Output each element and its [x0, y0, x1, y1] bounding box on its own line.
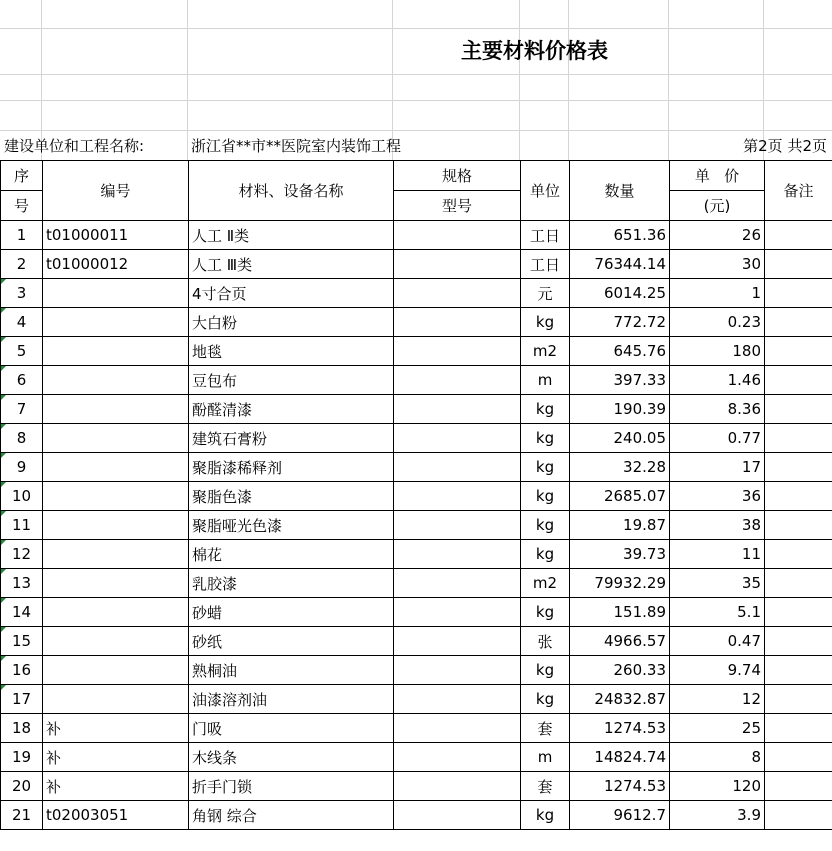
cell-material-name[interactable]: 人工 Ⅲ类: [189, 250, 394, 279]
cell-spec[interactable]: [394, 511, 521, 540]
cell-code[interactable]: [43, 482, 189, 511]
cell-spec[interactable]: [394, 453, 521, 482]
cell-code[interactable]: [43, 337, 189, 366]
cell-code[interactable]: [43, 656, 189, 685]
cell-unit-price[interactable]: 9.74: [670, 656, 765, 685]
table-row: [1, 714, 832, 743]
cell-quantity[interactable]: 76344.14: [570, 250, 670, 279]
cell-material-name[interactable]: 建筑石膏粉: [189, 424, 394, 453]
header-price-top[interactable]: 单 价: [670, 161, 765, 191]
cell-unit-price[interactable]: 11: [670, 540, 765, 569]
table-row: [1, 337, 832, 366]
cell-quantity[interactable]: 240.05: [570, 424, 670, 453]
header-unit[interactable]: 单位: [521, 161, 570, 221]
cell-quantity[interactable]: 9612.7: [570, 801, 670, 830]
cell-material-name[interactable]: 木线条: [189, 743, 394, 772]
cell-unit[interactable]: kg: [521, 598, 570, 627]
cell-code[interactable]: t02003051: [43, 801, 189, 830]
cell-material-name[interactable]: 大白粉: [189, 308, 394, 337]
cell-spec[interactable]: [394, 424, 521, 453]
cell-remark[interactable]: [765, 714, 832, 743]
cell-index[interactable]: 3: [1, 279, 43, 308]
cell-index[interactable]: 17: [1, 685, 43, 714]
header-idx-top[interactable]: 序: [1, 161, 43, 191]
cell-unit-price[interactable]: 5.1: [670, 598, 765, 627]
cell-remark[interactable]: [765, 511, 832, 540]
cell-quantity[interactable]: 151.89: [570, 598, 670, 627]
cell-unit-price[interactable]: 30: [670, 250, 765, 279]
cell-spec[interactable]: [394, 221, 521, 250]
cell-spec[interactable]: [394, 308, 521, 337]
cell-material-name[interactable]: 熟桐油: [189, 656, 394, 685]
table-row: [1, 221, 832, 250]
cell-code[interactable]: [43, 598, 189, 627]
cell-code[interactable]: [43, 453, 189, 482]
cell-material-name[interactable]: 砂纸: [189, 627, 394, 656]
cell-quantity[interactable]: 645.76: [570, 337, 670, 366]
cell-code[interactable]: [43, 424, 189, 453]
cell-unit-price[interactable]: 38: [670, 511, 765, 540]
cell-material-name[interactable]: 油漆溶剂油: [189, 685, 394, 714]
cell-material-name[interactable]: 4寸合页: [189, 279, 394, 308]
cell-remark[interactable]: [765, 598, 832, 627]
cell-unit-price[interactable]: 26: [670, 221, 765, 250]
header-spec-bottom[interactable]: 型号: [394, 191, 521, 221]
cell-index[interactable]: 1: [1, 221, 43, 250]
cell-index[interactable]: 9: [1, 453, 43, 482]
header-qty[interactable]: 数量: [570, 161, 670, 221]
project-label: 建设单位和工程名称:: [4, 137, 145, 155]
table-row: [1, 279, 832, 308]
cell-unit-price[interactable]: 35: [670, 569, 765, 598]
cell-material-name[interactable]: 聚脂漆稀释剂: [189, 453, 394, 482]
cell-unit-price[interactable]: 25: [670, 714, 765, 743]
cell-spec[interactable]: [394, 656, 521, 685]
cell-spec[interactable]: [394, 279, 521, 308]
cell-remark[interactable]: [765, 221, 832, 250]
cell-index[interactable]: 5: [1, 337, 43, 366]
header-remark[interactable]: 备注: [765, 161, 832, 221]
cell-remark[interactable]: [765, 801, 832, 830]
cell-remark[interactable]: [765, 366, 832, 395]
cell-unit[interactable]: 元: [521, 279, 570, 308]
table-row: [1, 395, 832, 424]
table-row: [1, 569, 832, 598]
cell-code[interactable]: [43, 279, 189, 308]
header-row-1: [1, 161, 832, 191]
cell-unit-price[interactable]: 1: [670, 279, 765, 308]
cell-unit[interactable]: kg: [521, 308, 570, 337]
cell-code[interactable]: [43, 366, 189, 395]
cell-code[interactable]: [43, 540, 189, 569]
cell-quantity[interactable]: 651.36: [570, 221, 670, 250]
cell-quantity[interactable]: 39.73: [570, 540, 670, 569]
page-info: 第2页 共2页: [743, 137, 827, 155]
table-row: [1, 656, 832, 685]
cell-unit-price[interactable]: 180: [670, 337, 765, 366]
cell-spec[interactable]: [394, 598, 521, 627]
cell-remark[interactable]: [765, 540, 832, 569]
cell-remark[interactable]: [765, 569, 832, 598]
cell-code[interactable]: 补: [43, 714, 189, 743]
cell-quantity[interactable]: 6014.25: [570, 279, 670, 308]
cell-unit[interactable]: m2: [521, 569, 570, 598]
project-name: 浙江省**市**医院室内装饰工程: [191, 137, 402, 155]
cell-index[interactable]: 14: [1, 598, 43, 627]
cell-remark[interactable]: [765, 453, 832, 482]
cell-unit-price[interactable]: 36: [670, 482, 765, 511]
cell-unit-price[interactable]: 120: [670, 772, 765, 801]
cell-index[interactable]: 8: [1, 424, 43, 453]
table-row: [1, 598, 832, 627]
cell-spec[interactable]: [394, 627, 521, 656]
cell-quantity[interactable]: 2685.07: [570, 482, 670, 511]
cell-code[interactable]: [43, 395, 189, 424]
cell-index[interactable]: 6: [1, 366, 43, 395]
cell-unit-price[interactable]: 0.47: [670, 627, 765, 656]
table-body: [1, 221, 832, 830]
table-row: [1, 308, 832, 337]
cell-material-name[interactable]: 聚脂色漆: [189, 482, 394, 511]
cell-index[interactable]: 21: [1, 801, 43, 830]
cell-material-name[interactable]: 角钢 综合: [189, 801, 394, 830]
cell-quantity[interactable]: 19.87: [570, 511, 670, 540]
page-title-text: 主要材料价格表: [461, 39, 608, 63]
cell-remark[interactable]: [765, 772, 832, 801]
cell-index[interactable]: 12: [1, 540, 43, 569]
cell-index[interactable]: 13: [1, 569, 43, 598]
table-row: [1, 453, 832, 482]
cell-remark[interactable]: [765, 656, 832, 685]
cell-code[interactable]: 补: [43, 772, 189, 801]
cell-unit-price[interactable]: 8: [670, 743, 765, 772]
cell-unit-price[interactable]: 0.77: [670, 424, 765, 453]
cell-material-name[interactable]: 折手门锁: [189, 772, 394, 801]
cell-unit[interactable]: m: [521, 366, 570, 395]
cell-unit[interactable]: m: [521, 743, 570, 772]
cell-unit-price[interactable]: 0.23: [670, 308, 765, 337]
cell-spec[interactable]: [394, 743, 521, 772]
cell-remark[interactable]: [765, 395, 832, 424]
cell-index[interactable]: 2: [1, 250, 43, 279]
cell-index[interactable]: 19: [1, 743, 43, 772]
cell-index[interactable]: 18: [1, 714, 43, 743]
cell-code[interactable]: [43, 627, 189, 656]
cell-spec[interactable]: [394, 366, 521, 395]
cell-code[interactable]: t01000012: [43, 250, 189, 279]
cell-spec[interactable]: [394, 540, 521, 569]
cell-index[interactable]: 11: [1, 511, 43, 540]
cell-spec[interactable]: [394, 714, 521, 743]
cell-quantity[interactable]: 260.33: [570, 656, 670, 685]
cell-material-name[interactable]: 聚脂哑光色漆: [189, 511, 394, 540]
cell-spec[interactable]: [394, 482, 521, 511]
table-row: [1, 540, 832, 569]
cell-unit[interactable]: 套: [521, 714, 570, 743]
materials-table: [0, 160, 832, 830]
cell-remark[interactable]: [765, 337, 832, 366]
cell-code[interactable]: t01000011: [43, 221, 189, 250]
cell-quantity[interactable]: 24832.87: [570, 685, 670, 714]
cell-remark[interactable]: [765, 482, 832, 511]
cell-spec[interactable]: [394, 337, 521, 366]
cell-material-name[interactable]: 砂蜡: [189, 598, 394, 627]
cell-code[interactable]: [43, 685, 189, 714]
cell-remark[interactable]: [765, 279, 832, 308]
cell-unit[interactable]: kg: [521, 424, 570, 453]
page-title: [0, 34, 832, 68]
table-row: [1, 482, 832, 511]
cell-unit[interactable]: 工日: [521, 221, 570, 250]
cell-unit-price[interactable]: 8.36: [670, 395, 765, 424]
table-row: [1, 424, 832, 453]
cell-material-name[interactable]: 门吸: [189, 714, 394, 743]
cell-index[interactable]: 7: [1, 395, 43, 424]
header-code[interactable]: 编号: [43, 161, 189, 221]
cell-spec[interactable]: [394, 395, 521, 424]
cell-unit-price[interactable]: 3.9: [670, 801, 765, 830]
project-info-row: [0, 132, 832, 160]
table-row: [1, 627, 832, 656]
table-row: [1, 743, 832, 772]
cell-remark[interactable]: [765, 308, 832, 337]
cell-quantity[interactable]: 1274.53: [570, 772, 670, 801]
cell-material-name[interactable]: 地毯: [189, 337, 394, 366]
cell-quantity[interactable]: 1274.53: [570, 714, 670, 743]
cell-spec[interactable]: [394, 569, 521, 598]
cell-unit[interactable]: 工日: [521, 250, 570, 279]
cell-unit[interactable]: kg: [521, 540, 570, 569]
cell-index[interactable]: 16: [1, 656, 43, 685]
cell-quantity[interactable]: 190.39: [570, 395, 670, 424]
cell-code[interactable]: [43, 569, 189, 598]
cell-material-name[interactable]: 人工 Ⅱ类: [189, 221, 394, 250]
cell-unit[interactable]: kg: [521, 656, 570, 685]
cell-spec[interactable]: [394, 685, 521, 714]
cell-remark[interactable]: [765, 685, 832, 714]
cell-spec[interactable]: [394, 772, 521, 801]
cell-material-name[interactable]: 酚醛清漆: [189, 395, 394, 424]
cell-index[interactable]: 4: [1, 308, 43, 337]
cell-material-name[interactable]: 乳胶漆: [189, 569, 394, 598]
cell-index[interactable]: 20: [1, 772, 43, 801]
cell-unit[interactable]: kg: [521, 453, 570, 482]
cell-quantity[interactable]: 14824.74: [570, 743, 670, 772]
cell-unit[interactable]: 张: [521, 627, 570, 656]
cell-unit[interactable]: 套: [521, 772, 570, 801]
header-idx-bottom[interactable]: 号: [1, 191, 43, 221]
cell-unit[interactable]: kg: [521, 511, 570, 540]
table-row: [1, 366, 832, 395]
cell-unit-price[interactable]: 1.46: [670, 366, 765, 395]
cell-unit[interactable]: kg: [521, 801, 570, 830]
cell-code[interactable]: [43, 511, 189, 540]
header-name[interactable]: 材料、设备名称: [189, 161, 394, 221]
cell-code[interactable]: [43, 308, 189, 337]
cell-remark[interactable]: [765, 743, 832, 772]
cell-unit[interactable]: m2: [521, 337, 570, 366]
cell-quantity[interactable]: 772.72: [570, 308, 670, 337]
cell-remark[interactable]: [765, 627, 832, 656]
cell-index[interactable]: 10: [1, 482, 43, 511]
cell-spec[interactable]: [394, 801, 521, 830]
cell-quantity[interactable]: 4966.57: [570, 627, 670, 656]
cell-unit[interactable]: kg: [521, 395, 570, 424]
cell-remark[interactable]: [765, 424, 832, 453]
header-spec-top[interactable]: 规格: [394, 161, 521, 191]
cell-index[interactable]: 15: [1, 627, 43, 656]
header-price-bottom[interactable]: (元): [670, 191, 765, 221]
cell-material-name[interactable]: 豆包布: [189, 366, 394, 395]
cell-quantity[interactable]: 32.28: [570, 453, 670, 482]
cell-unit[interactable]: kg: [521, 482, 570, 511]
cell-quantity[interactable]: 79932.29: [570, 569, 670, 598]
table-row: [1, 772, 832, 801]
cell-remark[interactable]: [765, 250, 832, 279]
cell-unit[interactable]: kg: [521, 685, 570, 714]
cell-unit-price[interactable]: 17: [670, 453, 765, 482]
cell-spec[interactable]: [394, 250, 521, 279]
cell-code[interactable]: 补: [43, 743, 189, 772]
cell-material-name[interactable]: 棉花: [189, 540, 394, 569]
cell-unit-price[interactable]: 12: [670, 685, 765, 714]
table-row: [1, 801, 832, 830]
table-row: [1, 250, 832, 279]
cell-quantity[interactable]: 397.33: [570, 366, 670, 395]
table-row: [1, 685, 832, 714]
table-row: [1, 511, 832, 540]
